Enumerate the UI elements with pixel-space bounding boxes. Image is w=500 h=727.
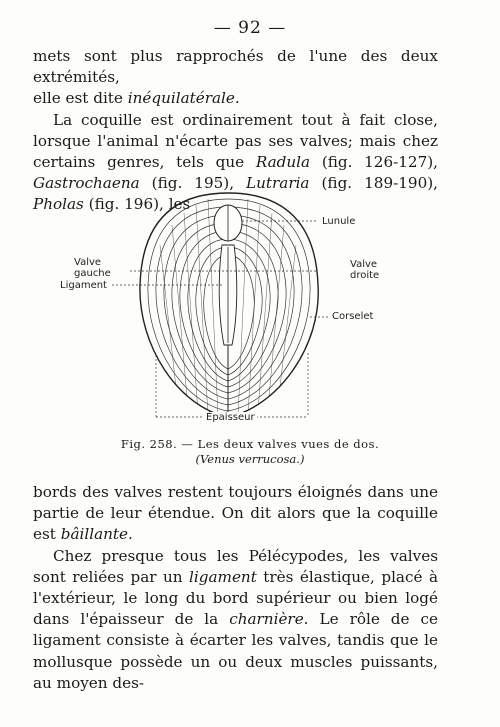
shell-figure: [60, 185, 440, 425]
paragraph-3: bords des valves restent toujours éloignés dans une partie de leur étendue. On dit alors que la coquille est bâillante.: [33, 483, 438, 544]
caption-species: (Venus verrucosa.): [195, 452, 305, 466]
bottom-text: [33, 482, 438, 694]
label-epaisseur: Épaisseur: [206, 412, 255, 423]
page-number: — 92 —: [213, 18, 287, 38]
figure-caption: [0, 437, 500, 467]
paragraph-1: mets sont plus rapprochés de l'une des deux extrémités, elle est dite inéquilatérale.: [33, 47, 438, 108]
label-corselet: Corselet: [332, 311, 374, 322]
label-valve-droite: Valve droite: [350, 259, 380, 281]
paragraph-2: La coquille est ordinairement tout à fait close, lorsque l'animal n'écarte pas ses valves; mais chez certains genres, tels que Radula (fig. 126-127), Gastrochaena (fig. 195), Lutraria (fig. 189-190), Pholas (fig. 196), les: [33, 110, 439, 214]
label-ligament: Ligament: [60, 280, 107, 291]
label-valve-gauche: Valve gauche: [74, 257, 111, 279]
shell-illustration: [60, 185, 440, 425]
paragraph-4: Chez presque tous les Pélécypodes, les valves sont reliées par un ligament très élastique, placé à l'extérieur, le long du bord supérieur ou bien logé dans l'épaisseur de la charnière. Le rôle de ce ligament consiste à écarter les valves, tandis que le mollusque possède un ou deux muscles puissants, au moyen des-: [33, 546, 438, 692]
label-lunule: Lunule: [322, 216, 356, 227]
caption-title: Fig. 258. — Les deux valves vues de dos.: [120, 437, 380, 451]
